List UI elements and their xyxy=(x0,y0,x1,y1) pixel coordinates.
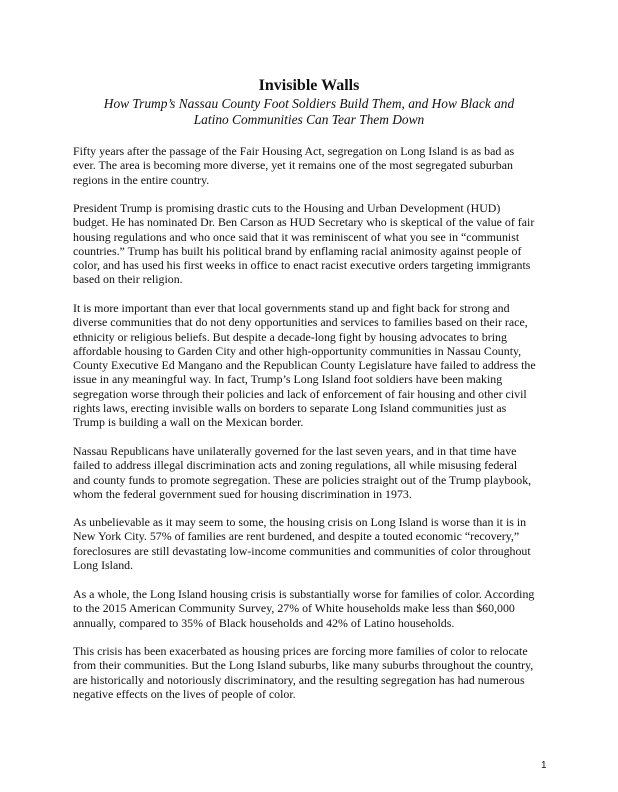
text-line: President Trump is promising drastic cuts to the Housing and Urban Development (HUD) xyxy=(73,201,501,215)
paragraph-2 xyxy=(73,201,553,287)
text-line: ethnicity or religious beliefs. But despite a decade-long fight by housing advocates to bring xyxy=(73,329,507,344)
document-subtitle xyxy=(0,96,618,128)
text-line: and county funds to promote segregation. These are policies straight out of the Trump playbook, xyxy=(73,472,532,487)
text-line: As unbelievable as it may seem to some, the housing crisis on Long Island is worse than it is in xyxy=(73,515,527,529)
text-line: foreclosures are still devastating low-income communities and communities of color throughout xyxy=(73,543,531,558)
text-line: whom the federal government sued for housing discrimination in 1973. xyxy=(73,486,412,501)
paragraph-3 xyxy=(73,301,553,430)
text-line: annually, compared to 35% of Black households and 42% of Latino households. xyxy=(73,615,455,630)
text-line: Trump is building a wall on the Mexican border. xyxy=(73,415,304,430)
text-line: based on their religion. xyxy=(73,272,183,287)
text-line: New York City. 57% of families are rent burdened, and despite a touted economic “recovery,” xyxy=(73,529,520,544)
text-line: affordable housing to Garden City and other high-opportunity communities in Nassau County, xyxy=(73,343,522,358)
text-line: County Executive Ed Mangano and the Republican County Legislature have failed to address the xyxy=(73,358,536,373)
page-number: 1 xyxy=(541,760,547,771)
text-line: countries.” Trump has built his political brand by enflaming racial animosity against people of xyxy=(73,243,522,258)
paragraph-5 xyxy=(73,515,553,572)
text-line: Long Island. xyxy=(73,557,134,572)
text-line: segregation worse through their policies and lack of enforcement of fair housing and other civil xyxy=(73,386,527,401)
subtitle-line: Latino Communities Can Tear Them Down xyxy=(193,112,425,127)
text-line: are historically and notoriously discriminatory, and the resulting segregation has had numerous xyxy=(73,672,525,687)
text-line: This crisis has been exacerbated as housing prices are forcing more families of color to relocate xyxy=(73,644,528,658)
text-line: housing regulations and who once said that it was reminiscent of what you see in “communist xyxy=(73,229,520,244)
text-line: diverse communities that do not deny opportunities and services to families based on their race, xyxy=(73,315,528,330)
paragraph-7 xyxy=(73,644,553,701)
text-line: budget. He has nominated Dr. Ben Carson as HUD Secretary who is skeptical of the value of fair xyxy=(73,215,535,230)
text-line: Fifty years after the passage of the Fair Housing Act, segregation on Long Island is as bad as xyxy=(73,144,515,158)
text-line: issue in any meaningful way. In fact, Trump’s Long Island foot soldiers have been making xyxy=(73,372,503,387)
text-line: rights laws, erecting invisible walls on borders to separate Long Island communities just as xyxy=(73,401,507,416)
text-line: negative effects on the lives of people of color. xyxy=(73,686,296,701)
paragraph-6 xyxy=(73,587,553,630)
paragraph-4 xyxy=(73,444,553,501)
paragraph-1 xyxy=(73,144,553,187)
text-line: from their communities. But the Long Island suburbs, like many suburbs throughout the country, xyxy=(73,658,534,673)
text-line: regions in the entire country. xyxy=(73,172,210,187)
text-line: color, and has used his first weeks in office to enact racist executive orders targeting immigrants xyxy=(73,258,531,273)
text-line: As a whole, the Long Island housing crisis is substantially worse for families of color. According xyxy=(73,587,535,601)
text-line: to the 2015 American Community Survey, 27% of White households make less than $60,000 xyxy=(73,601,515,616)
text-line: Nassau Republicans have unilaterally governed for the last seven years, and in that time have xyxy=(73,444,517,458)
document-title: Invisible Walls xyxy=(258,77,360,94)
subtitle-line: How Trump’s Nassau County Foot Soldiers Build Them, and How Black and xyxy=(103,96,515,111)
text-line: failed to address illegal discrimination acts and zoning regulations, all while misusing federal xyxy=(73,458,518,473)
text-line: ever. The area is becoming more diverse, yet it remains one of the most segregated suburban xyxy=(73,158,513,173)
text-line: It is more important than ever that local governments stand up and fight back for strong and xyxy=(73,301,510,315)
